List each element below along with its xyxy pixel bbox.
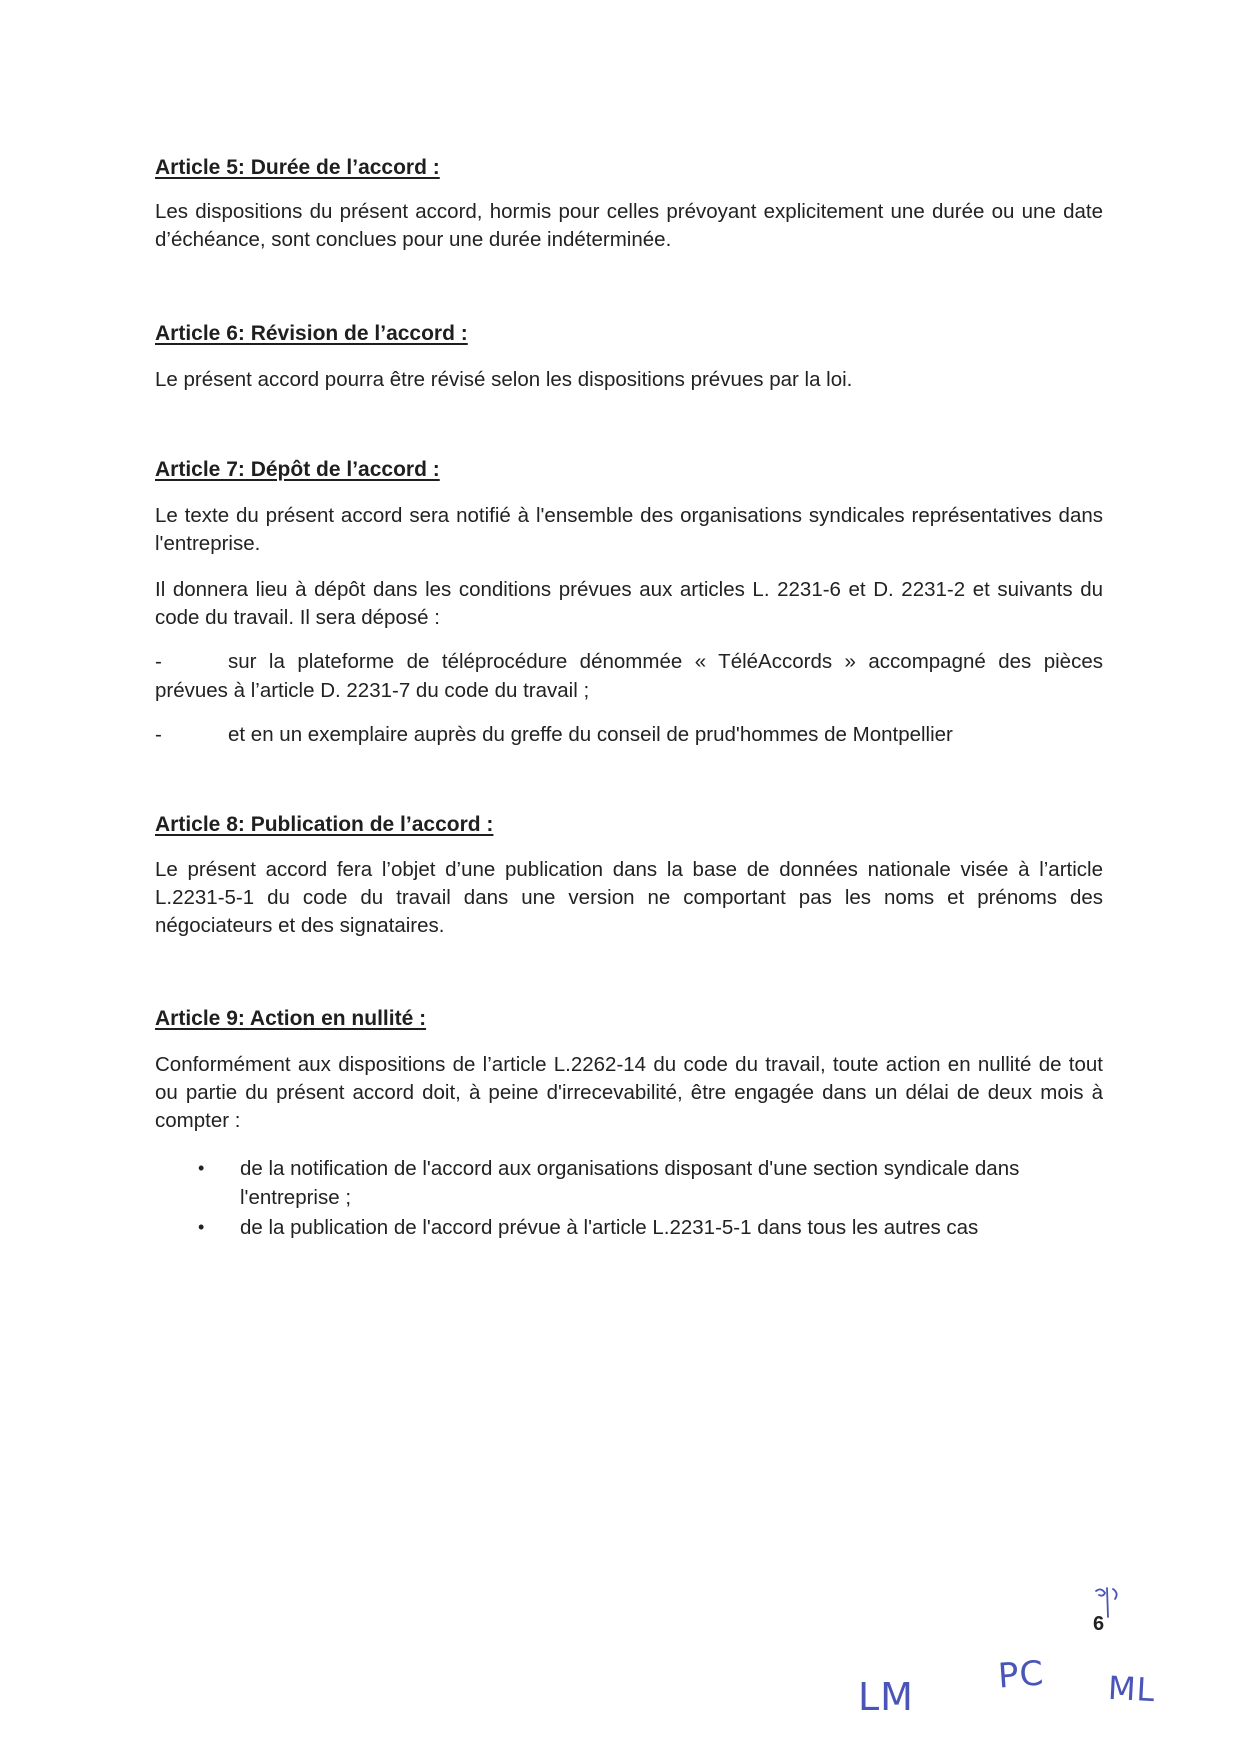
article-8-heading: Article 8: Publication de l’accord : (155, 813, 494, 836)
article-7-heading: Article 7: Dépôt de l’accord : (155, 458, 440, 481)
article-9-bullet-item-2 (198, 1213, 1103, 1242)
page-number: 6 (1093, 1613, 1105, 1635)
article-7-dash-item-2 (155, 720, 1103, 749)
bullet-item-text: de la notification de l'accord aux organisations disposant d'une section syndicale dans l'entreprise ; (240, 1157, 1020, 1209)
dash-item-text: et en un exemplaire auprès du greffe du conseil de prud'hommes de Montpellier (228, 723, 953, 746)
article-9-bullet-item-1 (198, 1154, 1103, 1212)
article-5-paragraph: Les dispositions du présent accord, hormis pour celles prévoyant explicitement une durée ou une date d’échéance, sont conclues pour une durée indéterminée. (155, 200, 1103, 251)
bullet-marker: • (198, 1217, 205, 1237)
initials-pc: PC (996, 1653, 1046, 1697)
initials-ml: ML (1107, 1668, 1157, 1710)
article-7-dash-item-1 (155, 647, 1103, 705)
dash-marker: - (155, 723, 162, 746)
dash-marker: - (155, 650, 162, 673)
article-9-heading: Article 9: Action en nullité : (155, 1007, 427, 1030)
article-7-paragraph-2: Il donnera lieu à dépôt dans les conditions prévues aux articles L. 2231-6 et D. 2231-2 et suivants du code du travail. Il sera déposé : (155, 578, 1103, 629)
article-9-paragraph: Conformément aux dispositions de l’article L.2262-14 du code du travail, toute action en nullité de tout ou partie du présent accord doit, à peine d'irrecevabilité, être engagée dans un délai de deux mois à compter : (155, 1053, 1103, 1132)
bullet-item-text: de la publication de l'accord prévue à l'article L.2231-5-1 dans tous les autres cas (240, 1216, 979, 1239)
dash-item-text: sur la plateforme de téléprocédure dénommée « TéléAccords » accompagné des pièces prévues à l’article D. 2231-7 du code du travail ; (155, 650, 1103, 702)
article-7-paragraph-1: Le texte du présent accord sera notifié à l'ensemble des organisations syndicales représentatives dans l'entreprise. (155, 504, 1103, 555)
article-8-paragraph: Le présent accord fera l’objet d’une publication dans la base de données nationale visée à l’article L.2231-5-1 du code du travail dans une version ne comportant pas les noms et prénoms des négociateurs et des signataires. (155, 858, 1103, 937)
article-6-heading: Article 6: Révision de l’accord : (155, 322, 468, 345)
article-5-heading: Article 5: Durée de l’accord : (155, 156, 440, 179)
initials-lm: LM (858, 1675, 914, 1719)
article-6-paragraph: Le présent accord pourra être révisé selon les dispositions prévues par la loi. (155, 368, 853, 391)
bullet-marker: • (198, 1158, 205, 1178)
